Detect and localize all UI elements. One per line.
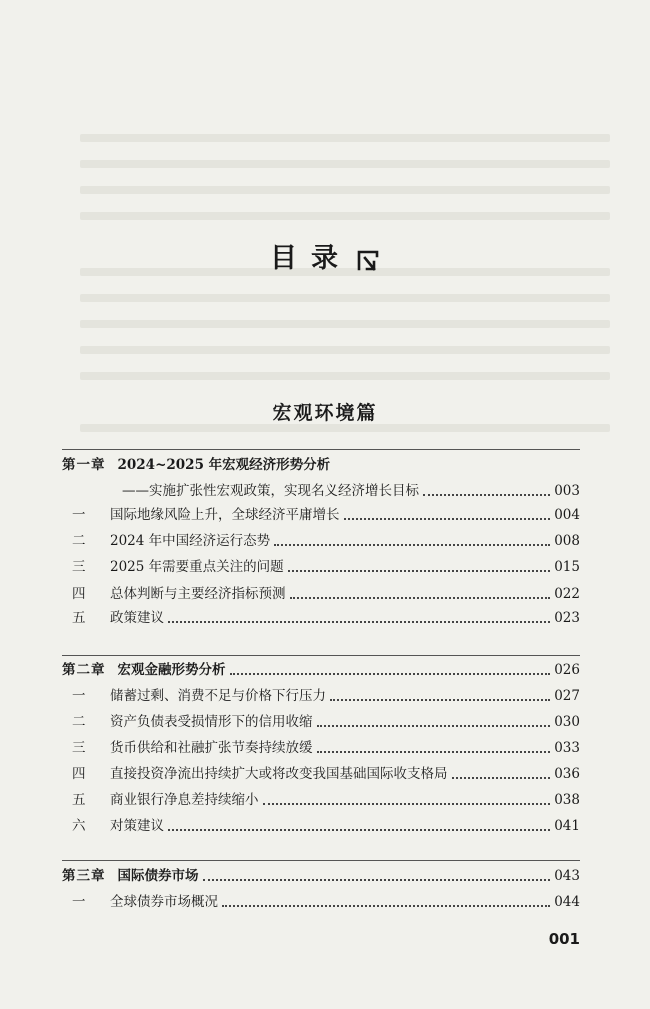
dot-leader	[423, 494, 550, 496]
toc-section-entry[interactable]	[62, 556, 580, 578]
entry-number: 四	[72, 766, 86, 782]
entry-number: 四	[72, 586, 86, 602]
dot-leader	[344, 518, 551, 520]
entry-title: ——实施扩张性宏观政策，实现名义经济增长目标	[122, 483, 419, 499]
chapter-divider	[62, 655, 580, 656]
entry-page-number: 030	[554, 714, 580, 730]
entry-number: 第一章	[62, 457, 106, 473]
bleed-through-line	[80, 134, 610, 142]
bleed-through-line	[80, 372, 610, 380]
entry-number: 二	[72, 533, 86, 549]
entry-title: 政策建议	[110, 610, 164, 626]
entry-number: 一	[72, 894, 86, 910]
entry-title: 宏观金融形势分析	[117, 662, 226, 678]
entry-number: 五	[72, 792, 86, 808]
entry-number: 二	[72, 714, 86, 730]
dot-leader	[263, 803, 551, 805]
entry-number: 第二章	[62, 662, 106, 678]
entry-title: 2024~2025 年宏观经济形势分析	[117, 457, 331, 473]
entry-number: 一	[72, 507, 86, 523]
toc-section-entry[interactable]	[62, 711, 580, 733]
bleed-through-line	[80, 424, 610, 432]
entry-title: 资产负债表受损情形下的信用收缩	[110, 714, 313, 730]
bleed-through-line	[80, 160, 610, 168]
toc-section-entry[interactable]	[62, 763, 580, 785]
entry-page-number: 033	[554, 740, 580, 756]
page-number: 001	[548, 930, 580, 948]
toc-section-entry[interactable]	[62, 607, 580, 629]
toc-section-entry[interactable]	[62, 530, 580, 552]
entry-number: 第三章	[62, 868, 106, 884]
entry-page-number: 038	[554, 792, 580, 808]
entry-page-number: 044	[554, 894, 580, 910]
dot-leader	[290, 597, 551, 599]
bleed-through-line	[80, 294, 610, 302]
toc-section-entry[interactable]	[62, 504, 580, 526]
dot-leader	[330, 699, 550, 701]
dot-leader	[203, 879, 551, 881]
entry-number: 三	[72, 559, 86, 575]
page-title	[0, 236, 650, 275]
entry-title: 国际债券市场	[117, 868, 199, 884]
entry-page-number: 008	[554, 533, 580, 549]
entry-title: 2025 年需要重点关注的问题	[110, 559, 284, 575]
dot-leader	[317, 751, 551, 753]
entry-page-number: 003	[554, 483, 580, 499]
bleed-through-line	[80, 320, 610, 328]
dot-leader	[168, 621, 550, 623]
toc-chapter-entry[interactable]	[62, 454, 580, 476]
entry-page-number: 023	[554, 610, 580, 626]
entry-page-number: 036	[554, 766, 580, 782]
toc-subtitle-entry[interactable]	[62, 480, 580, 502]
entry-page-number: 027	[554, 688, 580, 704]
entry-title: 对策建议	[110, 818, 164, 834]
bleed-through-line	[80, 212, 610, 220]
chapter-divider	[62, 860, 580, 861]
entry-number: 三	[72, 740, 86, 756]
entry-number: 六	[72, 818, 86, 834]
entry-page-number: 026	[554, 662, 580, 678]
dot-leader	[274, 544, 550, 546]
toc-section-entry[interactable]	[62, 891, 580, 913]
chapter-divider	[62, 449, 580, 450]
entry-title: 全球债券市场概况	[110, 894, 218, 910]
entry-number: 五	[72, 610, 86, 626]
entry-title: 国际地缘风险上升，全球经济平庸增长	[110, 507, 340, 523]
entry-title: 储蓄过剩、消费不足与价格下行压力	[110, 688, 326, 704]
toc-section-entry[interactable]	[62, 737, 580, 759]
entry-page-number: 041	[554, 818, 580, 834]
entry-title: 货币供给和社融扩张节奏持续放缓	[110, 740, 313, 756]
toc-chapter-entry[interactable]	[62, 659, 580, 681]
entry-page-number: 043	[554, 868, 580, 884]
toc-section-entry[interactable]	[62, 685, 580, 707]
entry-page-number: 022	[554, 586, 580, 602]
toc-section-entry[interactable]	[62, 789, 580, 811]
dot-leader	[452, 777, 551, 779]
bleed-through-line	[80, 346, 610, 354]
title-text: 目录	[270, 243, 352, 274]
dot-leader	[288, 570, 550, 572]
bleed-through-line	[80, 186, 610, 194]
dot-leader	[168, 829, 550, 831]
entry-title: 商业银行净息差持续缩小	[110, 792, 259, 808]
entry-title: 总体判断与主要经济指标预测	[110, 586, 286, 602]
toc-chapter-entry[interactable]	[62, 865, 580, 887]
toc-section-entry[interactable]	[62, 583, 580, 605]
bookmark-arrow-icon	[356, 248, 380, 272]
toc-section-entry[interactable]	[62, 815, 580, 837]
entry-page-number: 015	[554, 559, 580, 575]
dot-leader	[222, 905, 550, 907]
entry-title: 直接投资净流出持续扩大或将改变我国基础国际收支格局	[110, 766, 448, 782]
section-heading: 宏观环境篇	[272, 402, 378, 424]
dot-leader	[317, 725, 551, 727]
dot-leader	[230, 673, 551, 675]
entry-page-number: 004	[554, 507, 580, 523]
entry-number: 一	[72, 688, 86, 704]
entry-title: 2024 年中国经济运行态势	[110, 533, 271, 549]
